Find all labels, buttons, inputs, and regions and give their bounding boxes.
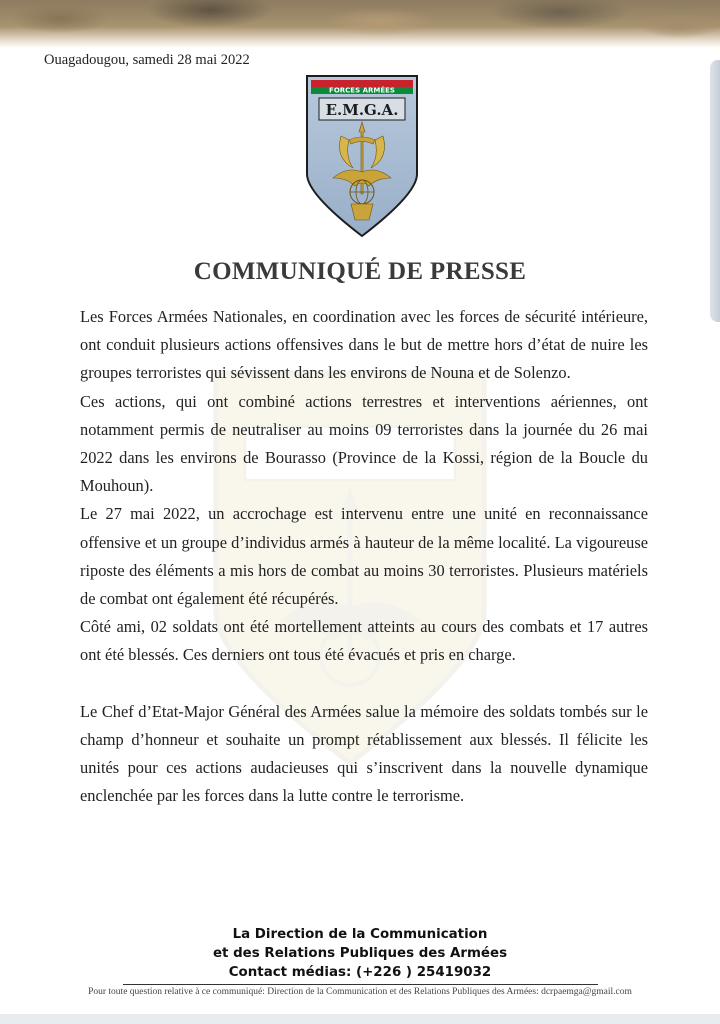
emblem-banner-text: FORCES ARMÉES	[329, 86, 395, 95]
signature-line-2: et des Relations Publiques des Armées	[212, 946, 508, 961]
emblem-abbr: E.M.G.A.	[325, 101, 399, 119]
press-release-body	[80, 303, 648, 810]
bottom-bar	[0, 1014, 720, 1024]
media-contact: Contact médias: (+226 ) 25419032	[228, 965, 492, 980]
signature-line-1: La Direction de la Communication	[232, 927, 488, 942]
date-line: Ouagadougou, samedi 28 mai 2022	[44, 52, 250, 68]
footer-contact-note: Pour toute question relative à ce communiqué: Direction de la Communication et des Relations Publiques des Armées: dcrpaemga@gmail.com	[88, 987, 632, 997]
paragraph-gap	[80, 670, 648, 698]
press-release-title: COMMUNIQUÉ DE PRESSE	[193, 258, 527, 285]
paragraph-tribute: Le Chef d’Etat-Major Général des Armées salue la mémoire des soldats tombés sur le champ d’honneur et souhaite un prompt rétablissement aux blessés. Il félicite les unités pour ces actions audacieuses qui s’inscrivent dans la nouvelle dynamique enclenchée par les forces dans la lutte contre le terrorisme.	[80, 701, 648, 806]
paragraph-may-26: Ces actions, qui ont combiné actions terrestres et interventions aériennes, ont notamment permis de neutraliser au moins 09 terroristes dans la journée du 26 mai 2022 dans les environs de Bourasso (Province de la Kossi, région de la Boucle du Mouhoun).	[80, 391, 648, 496]
camouflage-header-band	[0, 0, 720, 48]
paragraph-may-27: Le 27 mai 2022, un accrochage est intervenu entre une unité en reconnaissance offensive et un groupe d’individus armés à hauteur de la même localité. La vigoureuse riposte des éléments a mis hors de combat au moins 30 terroristes. Plusieurs matériels de combat ont également été récupérés.	[80, 504, 648, 609]
paragraph-casualties: Côté ami, 02 soldats ont été mortellement atteints au cours des combats et 17 autres ont été blessés. Ces derniers ont tous été évacués et pris en charge.	[80, 617, 648, 665]
footer-rule	[123, 984, 598, 985]
emga-emblem	[305, 74, 419, 238]
paragraph-operations: Les Forces Armées Nationales, en coordination avec les forces de sécurité intérieure, ont conduit plusieurs actions offensives dans le but de mettre hors d’état de nuire les groupes terroristes qui sévissent dans les environs de Nouna et de Solenzo.	[80, 307, 648, 383]
signature-block	[0, 925, 720, 982]
